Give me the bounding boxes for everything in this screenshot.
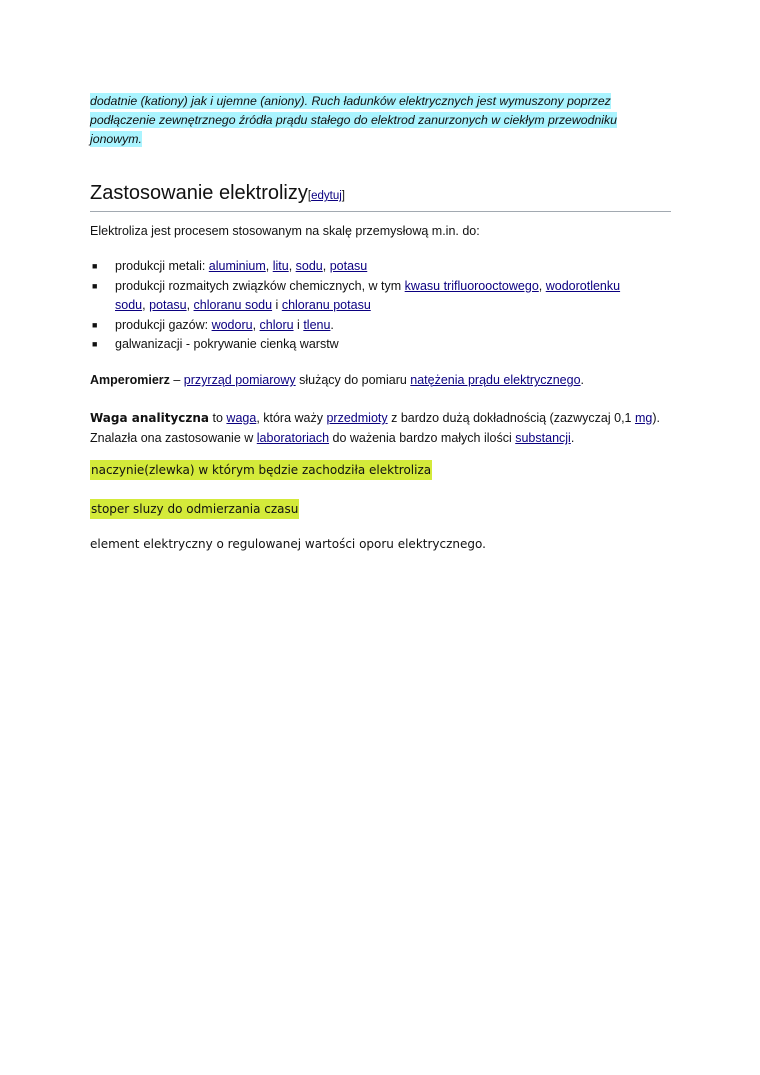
list-item-text: produkcji metali: (115, 259, 209, 273)
edit-bracket-open: [ (307, 190, 312, 202)
link-wodoru[interactable]: wodoru (211, 317, 253, 332)
waga-text: do ważenia bardzo małych ilości (329, 431, 516, 445)
uses-list (90, 257, 650, 355)
amperomierz-term: Amperomierz (90, 373, 170, 387)
bullet-icon: ■ (92, 261, 98, 271)
amperomierz-text: służący do pomiaru (295, 373, 411, 387)
separator: , (288, 259, 296, 273)
link-aluminium[interactable]: aluminium (208, 259, 266, 273)
highlight-stoper: stoper sluzy do odmierzania czasu (90, 499, 299, 519)
waga-paragraph (90, 408, 690, 448)
separator: , (142, 298, 150, 312)
last-line: element elektryczny o regulowanej wartości oporu elektrycznego. (90, 537, 486, 551)
separator: , (538, 278, 546, 293)
link-natezenia-pradu[interactable]: natężenia prądu elektrycznego (410, 373, 581, 387)
period: . (330, 317, 334, 332)
section-lead: Elektroliza jest procesem stosowanym na skalę przemysłową m.in. do: (90, 224, 480, 238)
waga-text: to (209, 411, 227, 425)
section-heading-text: Zastosowanie elektrolizy (90, 182, 308, 204)
period: . (570, 431, 575, 445)
bullet-icon: ■ (92, 319, 98, 330)
intro-line-2: podłączenie zewnętrznego źródła prądu stałego do elektrod zanurzonych w ciekłym przewodniku (90, 113, 618, 127)
link-potasu[interactable]: potasu (329, 259, 368, 273)
link-przedmioty[interactable]: przedmioty (326, 411, 388, 425)
edit-link[interactable]: edytuj (311, 190, 342, 202)
link-chloranu-potasu[interactable]: chloranu potasu (281, 298, 371, 312)
link-chloranu-sodu[interactable]: chloranu sodu (193, 298, 273, 312)
list-item (90, 335, 650, 355)
link-potasu-2[interactable]: potasu (149, 298, 187, 312)
separator: , (322, 259, 330, 273)
bullet-icon: ■ (92, 280, 98, 291)
link-chloru[interactable]: chloru (259, 317, 294, 332)
separator: , (252, 317, 260, 332)
link-przyrzad-pomiarowy[interactable]: przyrząd pomiarowy (183, 373, 296, 387)
list-item-text: galwanizacji - pokrywanie cienką warstw (115, 337, 339, 351)
period: . (580, 373, 585, 387)
list-item-text: produkcji rozmaitych związków chemicznych, w tym (115, 278, 405, 293)
link-mg[interactable]: mg (634, 411, 653, 425)
list-item-text: produkcji gazów: (115, 317, 212, 332)
separator: , (186, 298, 194, 312)
link-kwasu-trifluorooctowego[interactable]: kwasu trifluorooctowego (404, 278, 539, 293)
dash: – (169, 373, 184, 387)
highlight-naczynie: naczynie(zlewka) w którym będzie zachodziła elektroliza (90, 460, 432, 480)
link-litu[interactable]: litu (272, 259, 289, 273)
section-heading (90, 180, 671, 212)
link-sodu[interactable]: sodu (295, 259, 323, 273)
link-wodorotlenku-sodu[interactable]: wodorotlenku sodu (115, 278, 621, 312)
waga-text: , która waży (256, 411, 327, 425)
waga-term: Waga analityczna (90, 411, 210, 425)
waga-text: z bardzo dużą dokładnością (zazwyczaj 0,1 (387, 411, 635, 425)
list-item (90, 316, 650, 336)
separator: , (265, 259, 273, 273)
amperomierz-paragraph (90, 373, 584, 387)
list-item (90, 277, 650, 316)
waga-text: ). (652, 411, 660, 425)
conjunction: i (293, 317, 304, 332)
intro-paragraph (90, 92, 670, 149)
intro-line-1: dodatnie (kationy) jak i ujemne (aniony). Ruch ładunków elektrycznych jest wymuszony poprzez (90, 94, 611, 108)
edit-bracket-close: ] (341, 190, 345, 202)
list-item (90, 257, 650, 277)
conjunction: i (272, 298, 282, 312)
edit-link-wrapper (308, 190, 345, 202)
intro-line-3: jonowym. (90, 132, 142, 146)
link-waga[interactable]: waga (226, 411, 257, 425)
link-substancji[interactable]: substancji (515, 431, 571, 445)
bullet-icon: ■ (92, 339, 98, 349)
link-laboratoriach[interactable]: laboratoriach (256, 431, 330, 445)
waga-text: Znalazła ona zastosowanie w (90, 431, 257, 445)
link-tlenu[interactable]: tlenu (303, 317, 331, 332)
